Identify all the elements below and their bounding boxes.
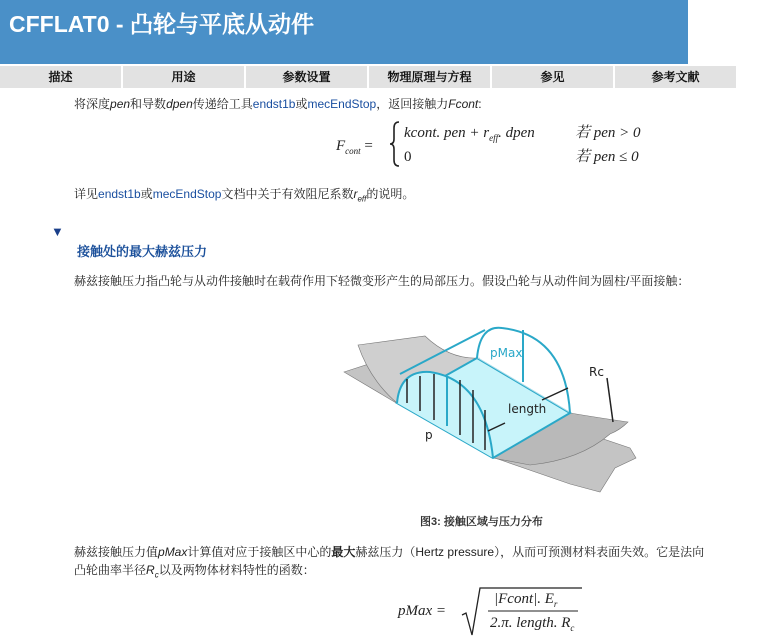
text: : [478,97,482,111]
var-r: r [353,187,358,201]
eq-row1-sub: eff [489,133,499,143]
paragraph-hertz: 赫兹接触压力指凸轮与从动件接触时在载荷作用下轻微变形产生的局部压力。假设凸轮与从动件间为圆柱/平面接触： [74,274,690,288]
label-rc: Rc [589,365,604,379]
tab-usage[interactable]: 用途 [123,66,244,88]
text: 计算值对应于接触区中心的 [187,545,332,559]
eq2-den: 2.π. length. R [490,615,571,631]
bold-text: 最大 [331,545,356,559]
eq-row2: 0 [404,149,412,165]
tab-bar [0,66,760,88]
var-fcont: Fcont [448,97,479,111]
text: 将深度 [74,97,111,111]
text: 和导数 [130,97,167,111]
var-r-sub: c [154,570,159,580]
text: 以及两物体材料特性的函数： [158,563,315,577]
var-dpen: dpen [166,97,193,111]
tab-parameters[interactable]: 参数设置 [246,66,367,88]
text: 传递给工具 [192,97,253,111]
eq-lhs-sub: cont [345,146,361,156]
text: 详见 [74,187,99,201]
text: 赫兹压力（Hertz pressure），从而可预测材料表面失效。它是法向 [355,545,705,559]
tab-physics[interactable]: 物理原理与方程 [369,66,490,88]
eq-cond1: 若 pen > 0 [575,125,641,141]
paragraph-pmax [74,543,704,560]
text: 或 [140,187,153,201]
collapse-triangle-icon[interactable]: ▼ [51,224,64,239]
eq2-den-sub: c [570,623,575,633]
figure-caption: 图3: 接触区域与压力分布 [420,516,543,528]
text: ，返回接触力 [376,97,449,111]
link-mecendstop-2[interactable]: mecEndStop [152,187,222,201]
brace-icon [389,121,401,167]
text: 文档中关于有效阻尼系数 [221,187,354,201]
eq-cond2: 若 pen ≤ 0 [575,149,639,165]
paragraph-pmax-line2 [74,561,315,579]
rc-arrow [607,378,613,422]
eq2-num-sub: r [553,599,558,609]
var-r-sub: eff [357,194,367,204]
text: 或 [295,97,308,111]
section-heading: 接触处的最大赫兹压力 [77,244,208,259]
link-endst1b[interactable]: endst1b [252,97,296,111]
contact-figure [330,300,650,505]
text: 的说明。 [366,187,415,201]
label-pmax: pMax [490,346,523,360]
var-pen: pen [110,97,131,111]
tab-see-also[interactable]: 参见 [492,66,613,88]
var-pmax: pMax [158,545,188,559]
text: 凸轮曲率半径 [74,563,147,577]
eq-row1-end: . dpen [498,125,535,141]
paragraph-intro [74,95,482,112]
var-r: R [146,563,155,577]
eq2-num: |Fcont|. E [494,591,554,607]
label-p: p [425,428,433,442]
eq-row1: kcont. pen + r [404,125,490,141]
paragraph-see [74,185,414,203]
link-endst1b-2[interactable]: endst1b [98,187,141,201]
page-title: CFFLAT0 - 凸轮与平底从动件 [9,11,314,37]
tab-description[interactable]: 描述 [0,66,121,88]
eq-lhs: F [336,138,346,154]
link-mecendstop[interactable]: mecEndStop [307,97,377,111]
tab-references[interactable]: 参考文献 [615,66,736,88]
text: 赫兹接触压力值 [74,545,159,559]
header [0,0,688,64]
eq2-lhs: pMax = [398,603,447,619]
label-length: length [508,402,547,416]
